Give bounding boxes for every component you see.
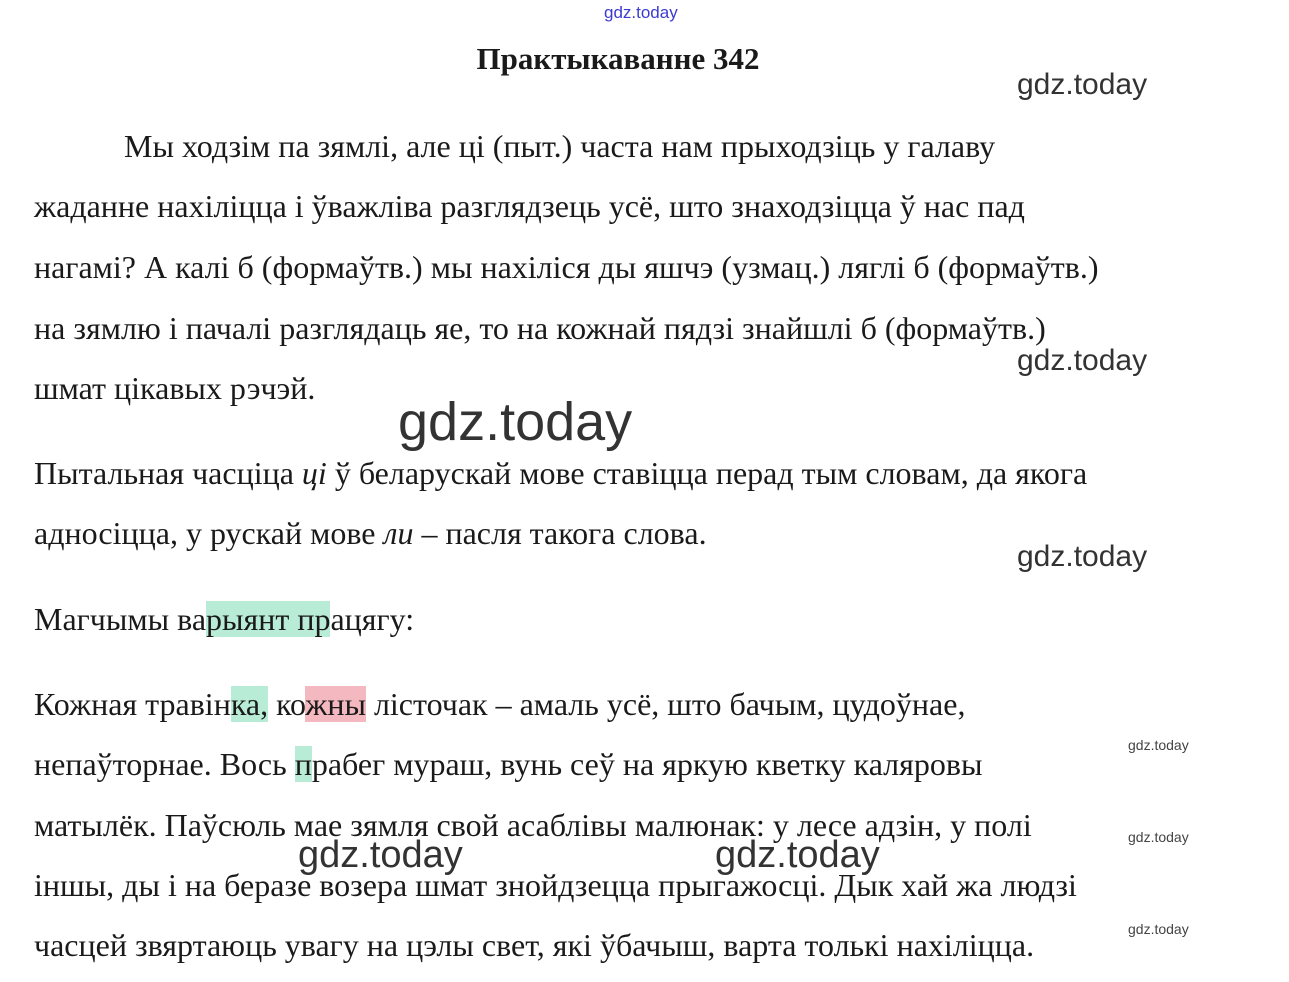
continuation-line-4: іншы, ды і на беразе возера шмат знойдзецца прыгажосці. Дык хай жа людзі	[34, 867, 1077, 903]
watermark-small: gdz.today	[1128, 829, 1189, 845]
continuation-line-1	[34, 688, 965, 720]
watermark-top: gdz.today	[604, 3, 678, 22]
text-run: Кожная травін	[34, 686, 231, 722]
watermark-small: gdz.today	[1128, 737, 1189, 753]
continuation-line-3: матылёк. Паўсюль мае зямля свой асаблівы малюнак: у лесе адзін, у полі	[34, 807, 1032, 843]
exercise-line-4: на зямлю і пачалі разглядаць яе, то на кожнай пядзі знайшлі б (формаўтв.)	[34, 310, 1046, 346]
particle-be: ці	[301, 455, 327, 491]
exercise-line-5: шмат цікавых рэчэй.	[34, 370, 316, 406]
continuation-line-5: часцей звяртаюць увагу на цэлы свет, які ўбачыш, варта толькі нахіліцца.	[34, 927, 1035, 963]
rule-text: ў беларускай мове ставіцца перад тым словам, да якога	[326, 455, 1088, 491]
rule-line-1	[34, 457, 1087, 489]
text-run: рабег мураш, вунь сеў на яркую кветку каляровы	[311, 746, 983, 782]
exercise-line-1: Мы ходзім па зямлі, але ці (пыт.) часта нам прыходзіць у галаву	[124, 128, 996, 164]
highlight-green: ка,	[230, 686, 269, 722]
text-run: ко	[268, 686, 306, 722]
continuation-line-2	[34, 748, 982, 780]
heading-text: ацягу:	[330, 601, 415, 637]
highlight-green: рыянт пр	[206, 601, 331, 637]
exercise-line-2: жаданне нахіліцца і ўважліва разглядзець усё, што знаходзіцца ў нас пад	[34, 188, 1025, 224]
highlight-pink: жны	[305, 686, 366, 722]
heading-text: Магчымы ва	[34, 601, 207, 637]
watermark-medium: gdz.today	[715, 834, 880, 876]
text-run: непаўторнае. Вось	[34, 746, 295, 782]
page-title: Практыкаванне 342	[476, 41, 760, 76]
exercise-line-3: нагамі? А калі б (формаўтв.) мы нахіліся ды яшчэ (узмац.) ляглі б (формаўтв.)	[34, 249, 1099, 285]
watermark-large: gdz.today	[398, 392, 633, 452]
text-run: лісточак – амаль усё, што бачым, цудоўнае,	[365, 686, 966, 722]
particle-ru: ли	[383, 515, 414, 551]
watermark: gdz.today	[1017, 68, 1148, 101]
rule-line-2	[34, 517, 707, 549]
watermark-small: gdz.today	[1128, 921, 1189, 937]
watermark: gdz.today	[1017, 344, 1148, 377]
rule-text: Пытальная часціца	[34, 455, 302, 491]
rule-text: адносіцца, у рускай мове	[34, 515, 384, 551]
rule-text: – пасля такога слова.	[413, 515, 707, 551]
continuation-heading	[34, 603, 414, 635]
highlight-green: п	[294, 746, 312, 782]
watermark: gdz.today	[1017, 540, 1148, 573]
watermark-medium: gdz.today	[298, 834, 463, 876]
